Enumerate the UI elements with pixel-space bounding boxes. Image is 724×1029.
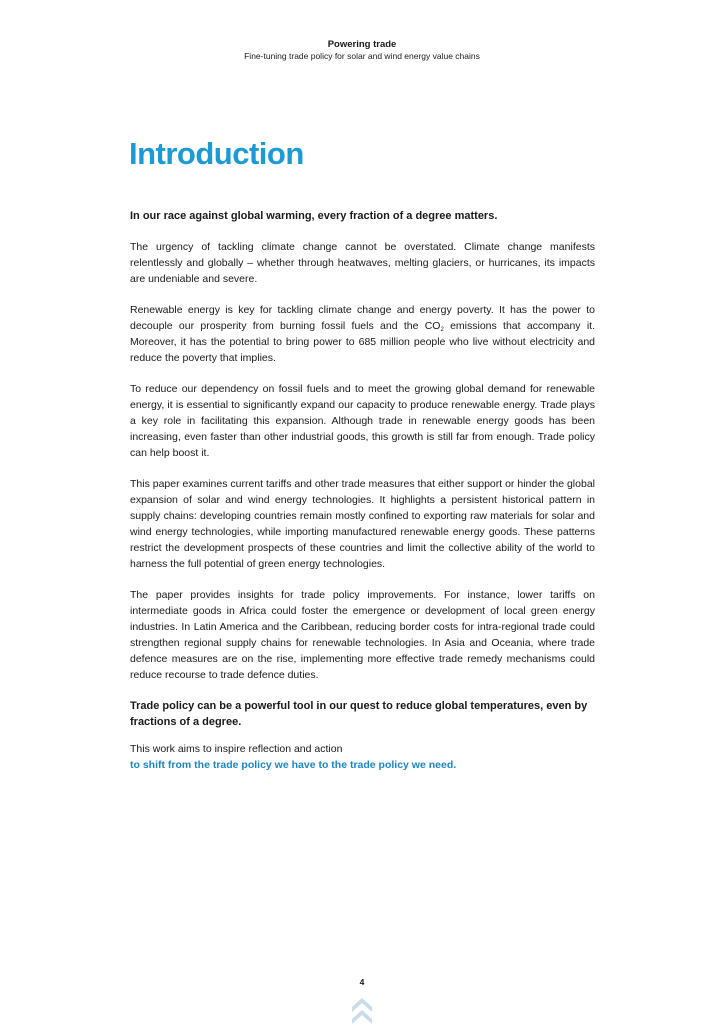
publication-title: Powering trade (327, 39, 397, 50)
double-chevron-up-icon[interactable] (350, 995, 374, 1024)
paragraph-renewable-energy-part1: Renewable energy is key for tackling climate change and energy poverty. It has the power to decouple our prosperity from burning fossil fuels and the CO (130, 304, 595, 332)
paragraph-policy-insights: The paper provides insights for trade policy improvements. For instance, lower tariffs on intermediate goods in Africa could foster the emergence or development of local green energy industries. In Latin America and the Caribbean, reducing border costs for intra-regional trade could strengthen regional supply chains for renewable technologies. In Asia and Oceania, where trade defence measures are on the rise, implementing more effective trade remedy mechanisms could reduce recourse to trade defence duties. (130, 589, 595, 681)
running-header (0, 39, 724, 62)
co2-subscript: 2 (440, 327, 444, 333)
emphasis-statement: Trade policy can be a powerful tool in our quest to reduce global temperatures, even by fractions of a degree. (130, 700, 588, 728)
closing-line: This work aims to inspire reflection and action (130, 743, 343, 755)
paragraph-dependency: To reduce our dependency on fossil fuels and to meet the growing global demand for renewable energy, it is essential to significantly expand our capacity to produce renewable energy. Trade plays a key role in facilitating this expansion. Although trade in renewable energy goods has been increasing, even faster than other industrial goods, this growth is still far from enough. Trade policy can help boost it. (130, 383, 595, 459)
body-content (130, 208, 595, 773)
lead-sentence: In our race against global warming, every fraction of a degree matters. (130, 210, 498, 222)
section-title: Introduction (129, 136, 304, 171)
paragraph-urgency: The urgency of tackling climate change cannot be overstated. Climate change manifests relentlessly and globally – whether through heatwaves, melting glaciers, or hurricanes, its impacts are undeniable and severe. (130, 241, 595, 285)
paragraph-renewable-energy-part2: emissions that accompany it. Moreover, it has the potential to bring power to 685 million people who live without electricity and reduce the poverty that implies. (130, 320, 595, 364)
publication-subtitle: Fine-tuning trade policy for solar and wind energy value chains (244, 51, 480, 61)
paragraph-renewable-energy (130, 302, 595, 366)
closing-call-to-action: to shift from the trade policy we have to the trade policy we need. (130, 759, 457, 771)
paragraph-paper-scope: This paper examines current tariffs and other trade measures that either support or hinder the global expansion of solar and wind energy technologies. It highlights a persistent historical pattern in supply chains: developing countries remain mostly confined to exporting raw materials for solar and wind energy technologies, while importing manufactured renewable energy goods. These patterns restrict the development prospects of these countries and limit the collective ability of the world to harness the full potential of green energy technologies. (130, 478, 595, 570)
page-number: 4 (359, 977, 365, 987)
closing-statement (130, 741, 595, 773)
